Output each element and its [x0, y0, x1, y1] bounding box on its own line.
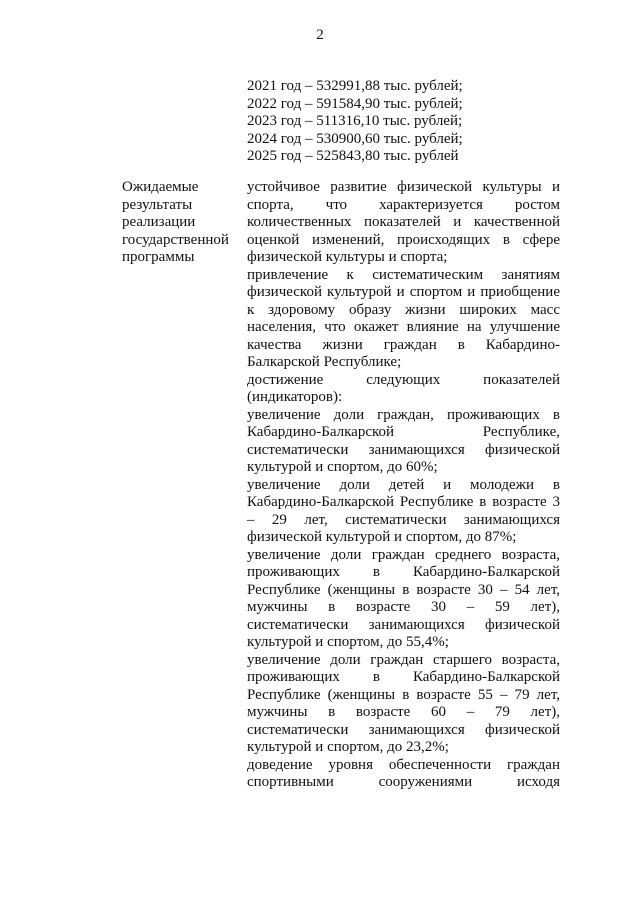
page-number: 2	[316, 27, 324, 43]
result-paragraph: достижение следующих показателей (индикаторов):	[247, 371, 560, 405]
section-label-line: результаты	[122, 196, 193, 213]
result-paragraph: увеличение доли детей и молодежи в Кабардино-Балкарской Республике в возрасте 3 – 29 лет, систематически занимающихся физической культурой и спортом, до 87%;	[247, 476, 560, 545]
section-label-line: государственной	[122, 231, 229, 248]
section-label-line: реализации	[122, 214, 196, 230]
funding-by-year	[247, 78, 463, 166]
funding-line: 2025 год – 525843,80 тыс. рублей	[247, 148, 459, 164]
funding-line: 2021 год – 532991,88 тыс. рублей;	[247, 78, 463, 94]
funding-line: 2022 год – 591584,90 тыс. рублей;	[247, 95, 463, 112]
result-paragraph: устойчивое развитие физической культуры и спорта, что характеризуется ростом количественных показателей и качественной оценкой изменений, происходящих в сфере физической культуры и спорта;	[247, 179, 560, 265]
result-paragraph: привлечение к систематическим занятиям физической культурой и спортом и приобщение к здоровому образу жизни широких масс населения, что окажет влияние на улучшение качества жизни граждан в Кабардино-Балкарской Республике;	[247, 266, 560, 370]
result-paragraph: увеличение доли граждан, проживающих в Кабардино-Балкарской Республике, систематически занимающихся физической культурой и спортом, до 60%;	[247, 406, 560, 475]
funding-line: 2024 год – 530900,60 тыс. рублей;	[247, 130, 463, 147]
section-label	[122, 179, 237, 267]
funding-line: 2023 год – 511316,10 тыс. рублей;	[247, 113, 463, 129]
section-label-line: программы	[122, 249, 195, 265]
expected-results	[247, 179, 560, 792]
result-paragraph: увеличение доли граждан старшего возраста, проживающих в Кабардино-Балкарской Республике (женщины в возрасте 55 – 79 лет, мужчины в возрасте 60 – 79 лет), систематически занимающихся физической культурой и спортом, до 23,2%;	[247, 651, 560, 755]
result-paragraph: доведение уровня обеспеченности граждан спортивными сооружениями исходя	[247, 756, 560, 790]
section-label-line: Ожидаемые	[122, 179, 199, 195]
result-paragraph: увеличение доли граждан среднего возраста, проживающих в Кабардино-Балкарской Республике (женщины в возрасте 30 – 54 лет, мужчины в возрасте 30 – 59 лет), систематически занимающихся физической культурой и спортом, до 55,4%;	[247, 546, 560, 650]
